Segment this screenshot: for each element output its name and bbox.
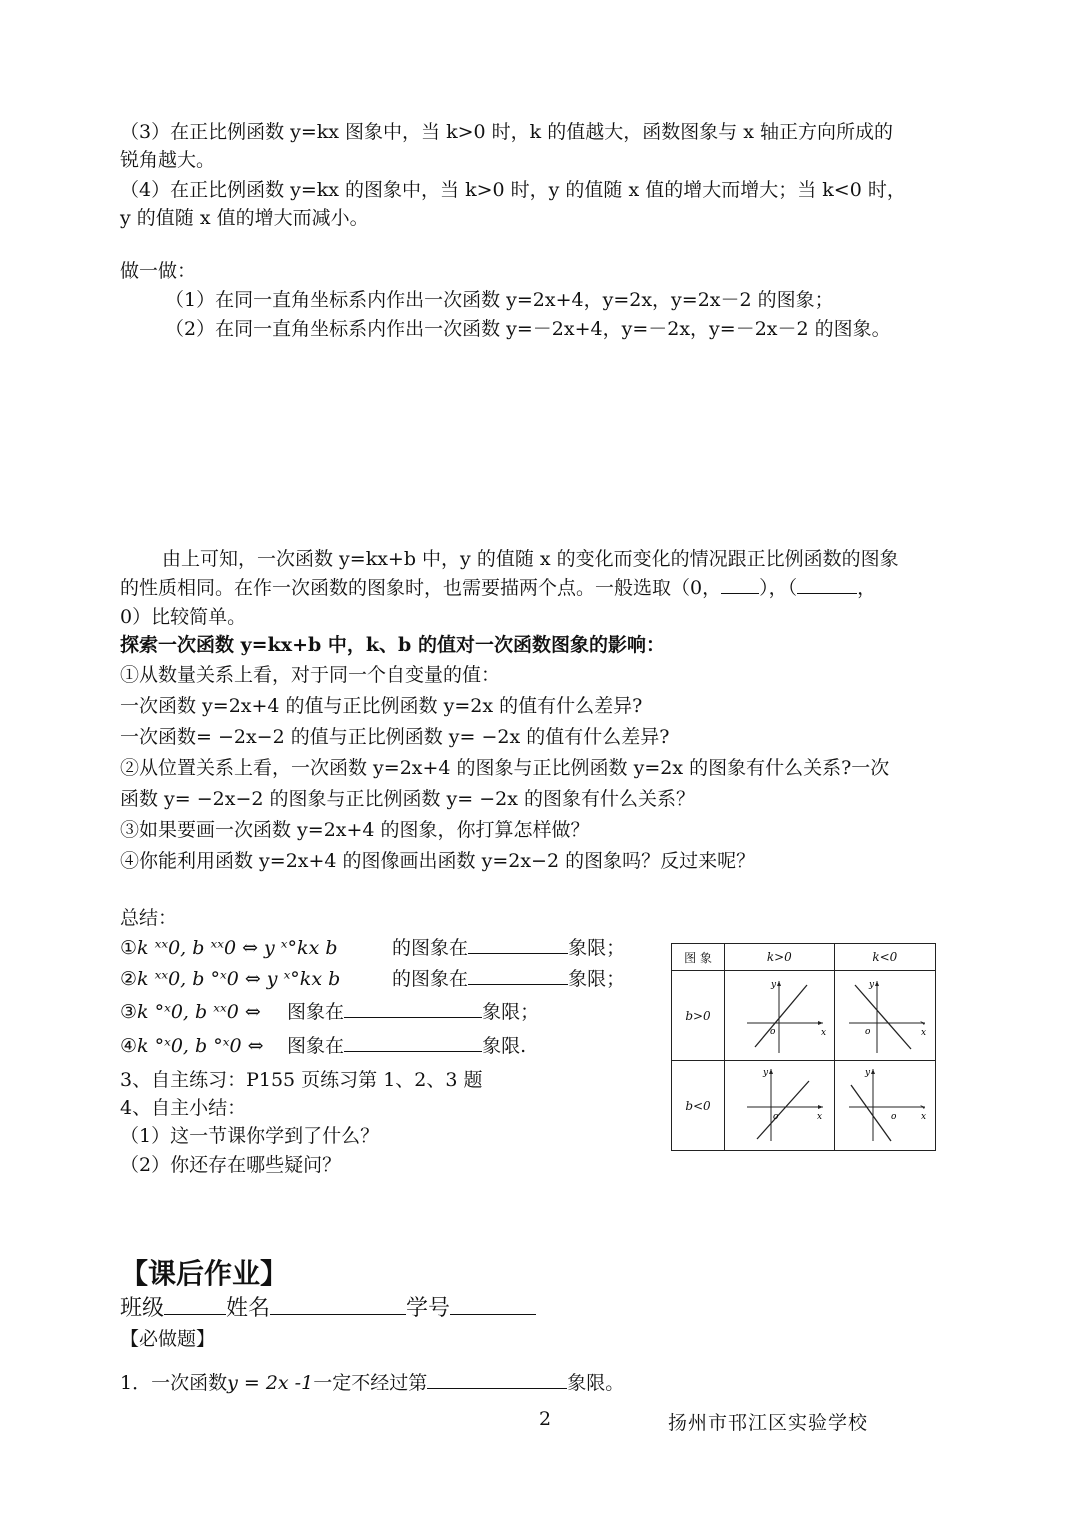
summary-1-end: 象限； [568, 937, 626, 959]
summary-item-1 [120, 934, 625, 962]
origin-label: o [890, 1112, 897, 1122]
table-header-graph: 图 象 [672, 944, 725, 971]
para-3-line-2: 锐角越大。 [120, 149, 216, 171]
y-label: y [763, 1068, 769, 1078]
x-label: x [920, 1028, 926, 1038]
q1-suffix: 象限。 [567, 1372, 625, 1394]
practice-4: 4、自主小结： [120, 1097, 247, 1119]
explore-q2b: 函数 y= −2x−2 的图象与正比例函数 y= −2x 的图象有什么关系？ [120, 788, 696, 810]
y-axis-arrow [871, 1069, 875, 1074]
graph-kpos-bpos-svg [727, 971, 831, 1057]
x-label: x [821, 1028, 827, 1038]
student-info-row [120, 1293, 536, 1325]
y-axis-arrow [875, 981, 879, 986]
function-line [755, 985, 807, 1047]
summary-1-suffix: 的图象在 [392, 937, 469, 959]
graph-kneg-bpos [834, 971, 935, 1061]
id-label: 学号 [406, 1296, 451, 1321]
summary-4-end: 象限. [482, 1035, 527, 1057]
explore-title: 探索一次函数 y=kx+b 中，k、b 的值对一次函数图象的影响： [120, 634, 665, 656]
id-field[interactable] [450, 1296, 536, 1315]
conclusion-line-2 [120, 574, 876, 602]
summary-4-blank[interactable] [344, 1033, 482, 1052]
function-line [851, 1085, 891, 1141]
name-field[interactable] [270, 1296, 406, 1315]
summary-3-math: k °ˣ0, b ˣˣ0 ⇔ [137, 1001, 261, 1023]
q1-prefix: 1．一次函数 [120, 1372, 228, 1394]
page-number: 2 [539, 1408, 552, 1430]
explore-q1a: 一次函数 y=2x+4 的值与正比例函数 y=2x 的值有什么差异? [120, 695, 643, 717]
para-4-line-1: （4）在正比例函数 y=kx 的图象中，当 k>0 时，y 的值随 x 值的增大而增大；当 k<0 时， [120, 179, 906, 201]
q1-equation: y = 2x -1 [227, 1372, 314, 1394]
explore-q3: ③如果要画一次函数 y=2x+4 的图象，你打算怎样做？ [120, 819, 590, 841]
summary-3-end: 象限； [482, 1001, 540, 1023]
summary-3-blank[interactable] [344, 999, 482, 1018]
y-axis-arrow [777, 981, 781, 986]
summary-item-4 [120, 1032, 526, 1060]
para-4-line-2: y 的值随 x 值的增大而减小。 [120, 207, 369, 229]
conclusion-line-3: 0）比较简单。 [120, 606, 247, 628]
class-field[interactable] [164, 1296, 226, 1315]
origin-label: o [773, 1112, 779, 1122]
y-label: y [771, 980, 777, 990]
summary-4-math: k °ˣ0, b °ˣ0 ⇔ [137, 1035, 264, 1057]
conclusion-line-1: 由上可知，一次函数 y=kx+b 中，y 的值随 x 的变化而变化的情况跟正比例函数的图象 [162, 548, 899, 570]
summary-1-prefix: ① [120, 937, 138, 959]
x-axis-arrow [818, 1105, 823, 1109]
conclusion-text-a: 的性质相同。在作一次函数的图象时，也需要描两个点。一般选取（0， [120, 577, 722, 599]
summary-2-end: 象限； [568, 968, 626, 990]
conclusion-text-c: ， [857, 577, 877, 599]
explore-q1: ①从数量关系上看，对于同一个自变量的值： [120, 664, 501, 686]
x-axis-arrow [818, 1021, 823, 1025]
explore-q4: ④你能利用函数 y=2x+4 的图像画出函数 y=2x−2 的图象吗？反过来呢？ [120, 850, 756, 872]
para-3-line-1: （3）在正比例函数 y=kx 图象中，当 k>0 时，k 的值越大，函数图象与 x 轴正方向所成的 [120, 121, 893, 143]
school-name: 扬州市邗江区实验学校 [668, 1412, 869, 1434]
x-label: x [920, 1112, 926, 1122]
explore-q2a: ②从位置关系上看，一次函数 y=2x+4 的图象与正比例函数 y=2x 的图象有什么关系?一次 [120, 757, 890, 779]
summary-3-suffix: 图象在 [287, 1001, 345, 1023]
table-header-k-negative: k<0 [834, 944, 935, 971]
graph-kneg-bneg [834, 1061, 935, 1151]
blank-y-intercept[interactable] [721, 575, 759, 594]
origin-label: o [770, 1027, 776, 1037]
table-row-b-positive: b>0 [672, 971, 725, 1061]
activity-item-1: （1）在同一直角坐标系内作出一次函数 y=2x+4，y=2x，y=2x－2 的图象； [165, 289, 834, 311]
summary-3-prefix: ③ [120, 1001, 138, 1023]
summary-4-prefix: ④ [120, 1035, 138, 1057]
origin-label: o [864, 1027, 871, 1037]
homework-q1 [120, 1369, 624, 1397]
class-label: 班级 [120, 1296, 165, 1321]
practice-3: 3、自主练习：P155 页练习第 1、2、3 题 [120, 1069, 483, 1091]
summary-2-blank[interactable] [468, 966, 568, 985]
conclusion-text-b: ），（ [759, 577, 798, 599]
graph-kpos-bneg [725, 1061, 835, 1151]
activity-item-2: （2）在同一直角坐标系内作出一次函数 y=－2x+4，y=－2x，y=－2x－2 的图象。 [165, 318, 891, 340]
summary-2-math: k ˣˣ0, b °ˣ0 ⇔ y ˣ°kx b [137, 968, 341, 990]
name-label: 姓名 [226, 1296, 271, 1321]
summary-title: 总结： [120, 907, 178, 929]
practice-4-2: （2）你还存在哪些疑问？ [120, 1154, 342, 1176]
graph-kpos-bneg-svg [727, 1061, 831, 1147]
y-label: y [864, 1068, 870, 1078]
summary-item-3 [120, 998, 539, 1026]
graph-kneg-bpos-svg [837, 971, 933, 1057]
graph-table [671, 943, 936, 1151]
graph-kneg-bneg-svg [837, 1061, 933, 1147]
practice-4-1: （1）这一节课你学到了什么？ [120, 1125, 380, 1147]
homework-title: 【课后作业】 [120, 1257, 289, 1290]
graph-kpos-bpos [725, 971, 835, 1061]
must-do-heading: 【必做题】 [120, 1328, 216, 1350]
function-line [757, 1081, 809, 1139]
y-label: y [868, 980, 874, 990]
x-label: x [817, 1112, 823, 1122]
summary-4-suffix: 图象在 [287, 1035, 345, 1057]
summary-1-math: k ˣˣ0, b ˣˣ0 ⇔ y ˣ°kx b [137, 937, 338, 959]
table-header-k-positive: k>0 [725, 944, 835, 971]
function-line [855, 985, 911, 1049]
y-axis-arrow [769, 1069, 773, 1074]
q1-blank[interactable] [427, 1370, 567, 1389]
summary-item-2 [120, 965, 625, 993]
summary-2-prefix: ② [120, 968, 138, 990]
explore-q1b: 一次函数= −2x−2 的值与正比例函数 y= −2x 的值有什么差异? [120, 726, 670, 748]
blank-x-intercept[interactable] [797, 575, 857, 594]
q1-mid: 一定不经过第 [313, 1372, 428, 1394]
summary-2-suffix: 的图象在 [392, 968, 469, 990]
table-row-b-negative: b<0 [672, 1061, 725, 1151]
summary-1-blank[interactable] [468, 935, 568, 954]
activity-title: 做一做： [120, 260, 197, 282]
